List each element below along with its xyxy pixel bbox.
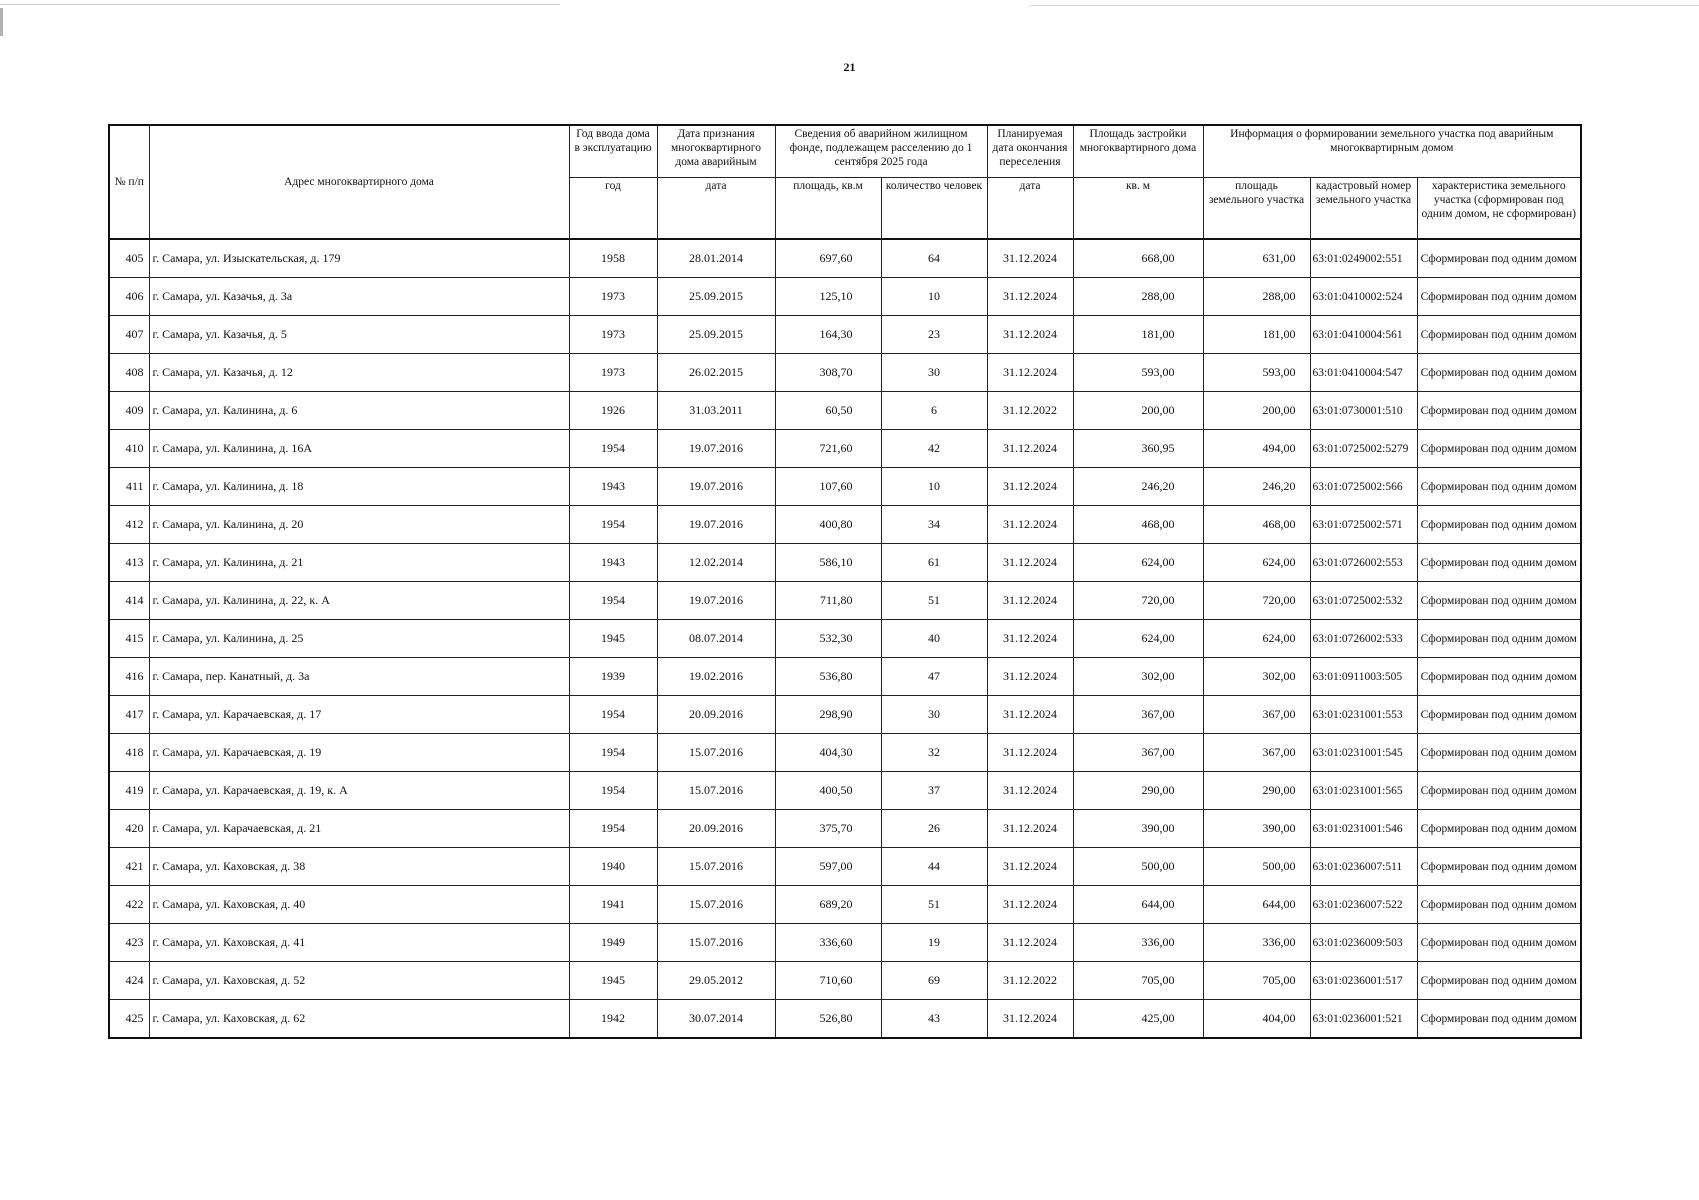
table-row <box>109 696 1581 734</box>
header-year-built: Год ввода дома в эксплуатацию <box>569 125 657 178</box>
row-land-char: Сформирован под одним домом <box>1417 696 1581 734</box>
row-cadastral: 63:01:0911003:505 <box>1310 658 1417 696</box>
table-body <box>109 239 1581 1038</box>
row-num: 414 <box>109 582 149 620</box>
row-planned-date: 31.12.2024 <box>987 696 1073 734</box>
row-planned-date: 31.12.2024 <box>987 544 1073 582</box>
row-year: 1973 <box>569 354 657 392</box>
row-building-area: 290,00 <box>1073 772 1203 810</box>
row-people: 32 <box>881 734 987 772</box>
row-planned-date: 31.12.2024 <box>987 582 1073 620</box>
row-address: г. Самара, ул. Калинина, д. 22, к. А <box>149 582 569 620</box>
row-planned-date: 31.12.2022 <box>987 392 1073 430</box>
row-address: г. Самара, ул. Казачья, д. 12 <box>149 354 569 392</box>
row-area: 107,60 <box>775 468 881 506</box>
row-land-char: Сформирован под одним домом <box>1417 582 1581 620</box>
row-num: 422 <box>109 886 149 924</box>
row-land-char: Сформирован под одним домом <box>1417 734 1581 772</box>
table-row <box>109 354 1581 392</box>
row-address: г. Самара, ул. Карачаевская, д. 21 <box>149 810 569 848</box>
table-row <box>109 810 1581 848</box>
row-building-area: 360,95 <box>1073 430 1203 468</box>
row-address: г. Самара, ул. Карачаевская, д. 19 <box>149 734 569 772</box>
row-num: 415 <box>109 620 149 658</box>
row-people: 44 <box>881 848 987 886</box>
row-people: 26 <box>881 810 987 848</box>
row-building-area: 336,00 <box>1073 924 1203 962</box>
table-row <box>109 239 1581 278</box>
row-building-area: 668,00 <box>1073 239 1203 278</box>
header-cadastral: кадастровый номер земельного участка <box>1310 178 1417 240</box>
row-date: 28.01.2014 <box>657 239 775 278</box>
row-year: 1939 <box>569 658 657 696</box>
row-year: 1949 <box>569 924 657 962</box>
row-land-area: 593,00 <box>1203 354 1310 392</box>
row-year: 1945 <box>569 962 657 1000</box>
row-year: 1973 <box>569 278 657 316</box>
row-address: г. Самара, ул. Калинина, д. 18 <box>149 468 569 506</box>
row-area: 532,30 <box>775 620 881 658</box>
row-land-char: Сформирован под одним домом <box>1417 430 1581 468</box>
row-num: 410 <box>109 430 149 468</box>
table-row <box>109 506 1581 544</box>
row-land-area: 367,00 <box>1203 734 1310 772</box>
row-area: 689,20 <box>775 886 881 924</box>
row-building-area: 500,00 <box>1073 848 1203 886</box>
row-num: 409 <box>109 392 149 430</box>
row-date: 25.09.2015 <box>657 278 775 316</box>
row-building-area: 624,00 <box>1073 620 1203 658</box>
row-cadastral: 63:01:0725002:532 <box>1310 582 1417 620</box>
table-row <box>109 658 1581 696</box>
row-building-area: 367,00 <box>1073 734 1203 772</box>
table-row <box>109 392 1581 430</box>
row-cadastral: 63:01:0231001:545 <box>1310 734 1417 772</box>
row-cadastral: 63:01:0236001:517 <box>1310 962 1417 1000</box>
unit-planned: дата <box>987 178 1073 240</box>
row-area: 711,80 <box>775 582 881 620</box>
row-num: 421 <box>109 848 149 886</box>
table-row <box>109 848 1581 886</box>
row-cadastral: 63:01:0231001:553 <box>1310 696 1417 734</box>
row-building-area: 390,00 <box>1073 810 1203 848</box>
row-land-char: Сформирован под одним домом <box>1417 962 1581 1000</box>
table-row <box>109 544 1581 582</box>
row-planned-date: 31.12.2024 <box>987 316 1073 354</box>
row-year: 1926 <box>569 392 657 430</box>
row-people: 37 <box>881 772 987 810</box>
row-address: г. Самара, ул. Каховская, д. 41 <box>149 924 569 962</box>
row-year: 1940 <box>569 848 657 886</box>
row-year: 1943 <box>569 544 657 582</box>
row-date: 19.07.2016 <box>657 430 775 468</box>
row-area: 404,30 <box>775 734 881 772</box>
emergency-housing-table <box>108 124 1582 1039</box>
row-cadastral: 63:01:0236007:522 <box>1310 886 1417 924</box>
row-planned-date: 31.12.2024 <box>987 772 1073 810</box>
row-cadastral: 63:01:0236009:503 <box>1310 924 1417 962</box>
row-people: 51 <box>881 582 987 620</box>
table-row <box>109 1000 1581 1039</box>
row-year: 1954 <box>569 696 657 734</box>
row-date: 25.09.2015 <box>657 316 775 354</box>
row-address: г. Самара, пер. Канатный, д. 3а <box>149 658 569 696</box>
unit-date: дата <box>657 178 775 240</box>
row-building-area: 181,00 <box>1073 316 1203 354</box>
row-planned-date: 31.12.2024 <box>987 468 1073 506</box>
row-land-area: 624,00 <box>1203 544 1310 582</box>
row-land-area: 720,00 <box>1203 582 1310 620</box>
row-land-area: 336,00 <box>1203 924 1310 962</box>
row-land-area: 181,00 <box>1203 316 1310 354</box>
row-date: 19.07.2016 <box>657 582 775 620</box>
row-date: 20.09.2016 <box>657 696 775 734</box>
row-planned-date: 31.12.2024 <box>987 848 1073 886</box>
row-date: 15.07.2016 <box>657 924 775 962</box>
row-people: 51 <box>881 886 987 924</box>
row-building-area: 593,00 <box>1073 354 1203 392</box>
row-people: 19 <box>881 924 987 962</box>
row-area: 721,60 <box>775 430 881 468</box>
row-people: 10 <box>881 278 987 316</box>
row-num: 423 <box>109 924 149 962</box>
row-land-char: Сформирован под одним домом <box>1417 316 1581 354</box>
row-num: 417 <box>109 696 149 734</box>
row-year: 1945 <box>569 620 657 658</box>
row-num: 420 <box>109 810 149 848</box>
row-date: 08.07.2014 <box>657 620 775 658</box>
row-land-area: 404,00 <box>1203 1000 1310 1039</box>
row-area: 336,60 <box>775 924 881 962</box>
row-planned-date: 31.12.2024 <box>987 924 1073 962</box>
row-land-char: Сформирован под одним домом <box>1417 354 1581 392</box>
row-date: 19.07.2016 <box>657 468 775 506</box>
table-row <box>109 468 1581 506</box>
row-date: 15.07.2016 <box>657 734 775 772</box>
row-land-char: Сформирован под одним домом <box>1417 658 1581 696</box>
row-cadastral: 63:01:0725002:571 <box>1310 506 1417 544</box>
row-planned-date: 31.12.2024 <box>987 810 1073 848</box>
row-people: 34 <box>881 506 987 544</box>
table-row <box>109 430 1581 468</box>
row-address: г. Самара, ул. Карачаевская, д. 19, к. А <box>149 772 569 810</box>
table-row <box>109 962 1581 1000</box>
row-people: 61 <box>881 544 987 582</box>
row-year: 1954 <box>569 506 657 544</box>
unit-area: площадь, кв.м <box>775 178 881 240</box>
row-people: 23 <box>881 316 987 354</box>
row-land-area: 302,00 <box>1203 658 1310 696</box>
row-cadastral: 63:01:0410004:547 <box>1310 354 1417 392</box>
row-people: 6 <box>881 392 987 430</box>
row-land-area: 288,00 <box>1203 278 1310 316</box>
row-date: 15.07.2016 <box>657 886 775 924</box>
row-land-area: 624,00 <box>1203 620 1310 658</box>
row-address: г. Самара, ул. Калинина, д. 6 <box>149 392 569 430</box>
row-area: 526,80 <box>775 1000 881 1039</box>
row-planned-date: 31.12.2024 <box>987 1000 1073 1039</box>
row-building-area: 468,00 <box>1073 506 1203 544</box>
row-land-area: 468,00 <box>1203 506 1310 544</box>
row-year: 1954 <box>569 734 657 772</box>
row-area: 400,50 <box>775 772 881 810</box>
row-area: 536,80 <box>775 658 881 696</box>
row-cadastral: 63:01:0725002:5279 <box>1310 430 1417 468</box>
row-land-area: 367,00 <box>1203 696 1310 734</box>
row-building-area: 200,00 <box>1073 392 1203 430</box>
row-year: 1954 <box>569 430 657 468</box>
row-num: 424 <box>109 962 149 1000</box>
row-building-area: 624,00 <box>1073 544 1203 582</box>
row-land-area: 246,20 <box>1203 468 1310 506</box>
scan-artifact-left <box>0 8 3 36</box>
row-area: 697,60 <box>775 239 881 278</box>
row-people: 42 <box>881 430 987 468</box>
row-planned-date: 31.12.2024 <box>987 430 1073 468</box>
row-land-char: Сформирован под одним домом <box>1417 544 1581 582</box>
row-num: 405 <box>109 239 149 278</box>
row-cadastral: 63:01:0231001:565 <box>1310 772 1417 810</box>
row-address: г. Самара, ул. Изыскательская, д. 179 <box>149 239 569 278</box>
row-cadastral: 63:01:0231001:546 <box>1310 810 1417 848</box>
row-num: 406 <box>109 278 149 316</box>
table-row <box>109 734 1581 772</box>
row-people: 30 <box>881 354 987 392</box>
row-planned-date: 31.12.2024 <box>987 886 1073 924</box>
row-num: 416 <box>109 658 149 696</box>
row-address: г. Самара, ул. Калинина, д. 25 <box>149 620 569 658</box>
row-area: 298,90 <box>775 696 881 734</box>
header-planned-date: Планируемая дата окончания переселения <box>987 125 1073 178</box>
row-land-char: Сформирован под одним домом <box>1417 924 1581 962</box>
row-land-area: 705,00 <box>1203 962 1310 1000</box>
row-area: 164,30 <box>775 316 881 354</box>
row-land-char: Сформирован под одним домом <box>1417 886 1581 924</box>
table-row <box>109 582 1581 620</box>
page-number: 21 <box>843 60 856 74</box>
row-people: 43 <box>881 1000 987 1039</box>
row-address: г. Самара, ул. Каховская, д. 52 <box>149 962 569 1000</box>
row-planned-date: 31.12.2024 <box>987 278 1073 316</box>
row-planned-date: 31.12.2024 <box>987 239 1073 278</box>
row-planned-date: 31.12.2024 <box>987 506 1073 544</box>
row-land-area: 390,00 <box>1203 810 1310 848</box>
row-land-area: 644,00 <box>1203 886 1310 924</box>
row-building-area: 367,00 <box>1073 696 1203 734</box>
row-year: 1942 <box>569 1000 657 1039</box>
row-date: 31.03.2011 <box>657 392 775 430</box>
row-date: 29.05.2012 <box>657 962 775 1000</box>
unit-build-area: кв. м <box>1073 178 1203 240</box>
row-people: 47 <box>881 658 987 696</box>
row-address: г. Самара, ул. Каховская, д. 40 <box>149 886 569 924</box>
row-area: 308,70 <box>775 354 881 392</box>
row-date: 26.02.2015 <box>657 354 775 392</box>
row-area: 597,00 <box>775 848 881 886</box>
table-row <box>109 886 1581 924</box>
header-land-char: характеристика земельного участка (сформирован под одним домом, не сформирован) <box>1417 178 1581 240</box>
row-building-area: 705,00 <box>1073 962 1203 1000</box>
row-cadastral: 63:01:0410002:524 <box>1310 278 1417 316</box>
row-cadastral: 63:01:0236001:521 <box>1310 1000 1417 1039</box>
scan-artifact-top <box>0 4 560 5</box>
row-year: 1954 <box>569 772 657 810</box>
table-row <box>109 620 1581 658</box>
row-area: 400,80 <box>775 506 881 544</box>
header-emergency-info: Сведения об аварийном жилищном фонде, подлежащем расселению до 1 сентября 2025 года <box>775 125 987 178</box>
row-cadastral: 63:01:0410004:561 <box>1310 316 1417 354</box>
row-year: 1941 <box>569 886 657 924</box>
row-date: 15.07.2016 <box>657 772 775 810</box>
row-num: 408 <box>109 354 149 392</box>
row-num: 412 <box>109 506 149 544</box>
row-planned-date: 31.12.2024 <box>987 354 1073 392</box>
row-land-char: Сформирован под одним домом <box>1417 848 1581 886</box>
row-address: г. Самара, ул. Казачья, д. 3а <box>149 278 569 316</box>
row-address: г. Самара, ул. Калинина, д. 20 <box>149 506 569 544</box>
row-area: 375,70 <box>775 810 881 848</box>
row-people: 64 <box>881 239 987 278</box>
row-address: г. Самара, ул. Калинина, д. 21 <box>149 544 569 582</box>
row-building-area: 288,00 <box>1073 278 1203 316</box>
unit-people: количество человек <box>881 178 987 240</box>
row-area: 586,10 <box>775 544 881 582</box>
table-row <box>109 316 1581 354</box>
row-address: г. Самара, ул. Каховская, д. 38 <box>149 848 569 886</box>
row-cadastral: 63:01:0730001:510 <box>1310 392 1417 430</box>
row-num: 425 <box>109 1000 149 1039</box>
row-area: 125,10 <box>775 278 881 316</box>
table-row <box>109 924 1581 962</box>
row-year: 1954 <box>569 582 657 620</box>
row-year: 1954 <box>569 810 657 848</box>
row-building-area: 246,20 <box>1073 468 1203 506</box>
header-land-area: площадь земельного участка <box>1203 178 1310 240</box>
row-cadastral: 63:01:0726002:553 <box>1310 544 1417 582</box>
header-num: № п/п <box>109 125 149 239</box>
row-date: 12.02.2014 <box>657 544 775 582</box>
row-date: 19.07.2016 <box>657 506 775 544</box>
row-address: г. Самара, ул. Калинина, д. 16А <box>149 430 569 468</box>
row-land-char: Сформирован под одним домом <box>1417 506 1581 544</box>
row-address: г. Самара, ул. Казачья, д. 5 <box>149 316 569 354</box>
row-building-area: 720,00 <box>1073 582 1203 620</box>
row-address: г. Самара, ул. Карачаевская, д. 17 <box>149 696 569 734</box>
row-people: 30 <box>881 696 987 734</box>
row-land-char: Сформирован под одним домом <box>1417 239 1581 278</box>
row-area: 60,50 <box>775 392 881 430</box>
row-year: 1973 <box>569 316 657 354</box>
scan-artifact-top-right <box>1030 5 1699 6</box>
row-date: 20.09.2016 <box>657 810 775 848</box>
unit-year: год <box>569 178 657 240</box>
row-land-char: Сформирован под одним домом <box>1417 468 1581 506</box>
row-planned-date: 31.12.2024 <box>987 658 1073 696</box>
row-cadastral: 63:01:0236007:511 <box>1310 848 1417 886</box>
row-land-area: 200,00 <box>1203 392 1310 430</box>
row-year: 1943 <box>569 468 657 506</box>
row-date: 19.02.2016 <box>657 658 775 696</box>
row-area: 710,60 <box>775 962 881 1000</box>
row-year: 1958 <box>569 239 657 278</box>
row-land-area: 290,00 <box>1203 772 1310 810</box>
row-building-area: 425,00 <box>1073 1000 1203 1039</box>
row-cadastral: 63:01:0725002:566 <box>1310 468 1417 506</box>
row-planned-date: 31.12.2024 <box>987 734 1073 772</box>
table-row <box>109 278 1581 316</box>
header-address: Адрес многоквартирного дома <box>149 125 569 239</box>
row-land-char: Сформирован под одним домом <box>1417 392 1581 430</box>
row-building-area: 302,00 <box>1073 658 1203 696</box>
row-num: 418 <box>109 734 149 772</box>
row-land-char: Сформирован под одним домом <box>1417 278 1581 316</box>
row-num: 411 <box>109 468 149 506</box>
row-land-char: Сформирован под одним домом <box>1417 1000 1581 1039</box>
row-people: 40 <box>881 620 987 658</box>
row-date: 30.07.2014 <box>657 1000 775 1039</box>
row-address: г. Самара, ул. Каховская, д. 62 <box>149 1000 569 1039</box>
header-building-area: Площадь застройки многоквартирного дома <box>1073 125 1203 178</box>
table-row <box>109 772 1581 810</box>
row-planned-date: 31.12.2022 <box>987 962 1073 1000</box>
row-land-area: 631,00 <box>1203 239 1310 278</box>
row-cadastral: 63:01:0726002:533 <box>1310 620 1417 658</box>
row-date: 15.07.2016 <box>657 848 775 886</box>
row-land-char: Сформирован под одним домом <box>1417 620 1581 658</box>
row-land-area: 500,00 <box>1203 848 1310 886</box>
row-people: 69 <box>881 962 987 1000</box>
header-date-recognized: Дата признания многоквартирного дома аварийным <box>657 125 775 178</box>
row-land-char: Сформирован под одним домом <box>1417 772 1581 810</box>
row-num: 407 <box>109 316 149 354</box>
row-people: 10 <box>881 468 987 506</box>
row-num: 413 <box>109 544 149 582</box>
row-cadastral: 63:01:0249002:551 <box>1310 239 1417 278</box>
row-building-area: 644,00 <box>1073 886 1203 924</box>
row-num: 419 <box>109 772 149 810</box>
row-planned-date: 31.12.2024 <box>987 620 1073 658</box>
header-land-info: Информация о формировании земельного участка под аварийным многоквартирным домом <box>1203 125 1581 178</box>
row-land-area: 494,00 <box>1203 430 1310 468</box>
row-land-char: Сформирован под одним домом <box>1417 810 1581 848</box>
